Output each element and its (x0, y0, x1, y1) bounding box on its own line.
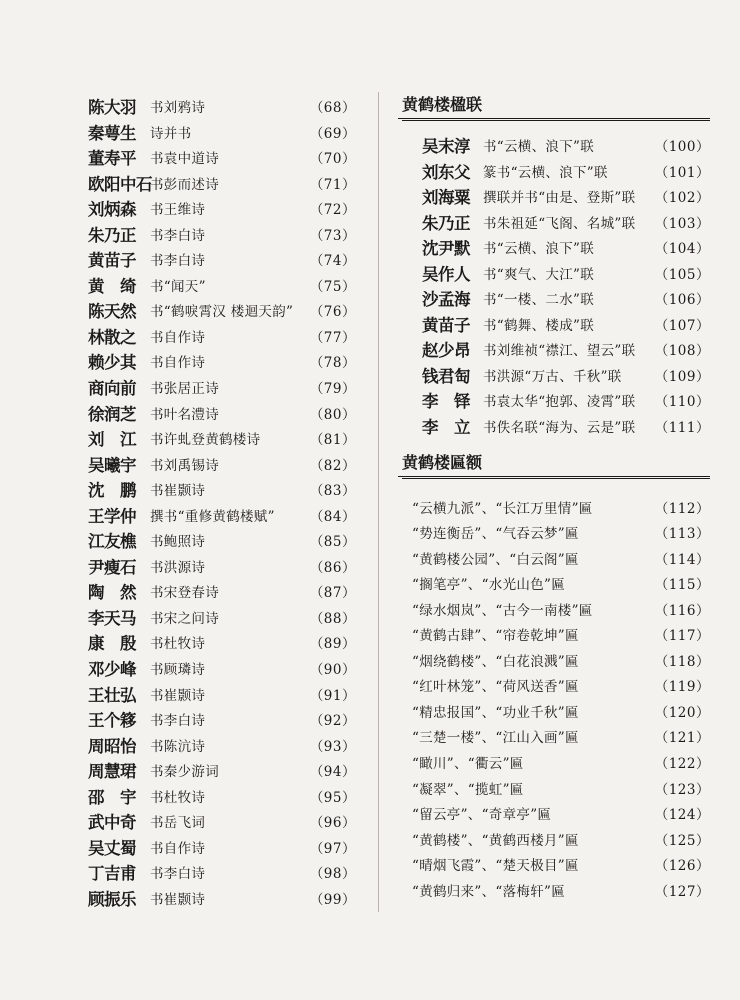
entry-page-number: （94） (309, 764, 356, 781)
entry-page-number: （76） (309, 304, 356, 321)
entry-title: 书许虬登黄鹤楼诗 (150, 432, 261, 449)
entry-page-number: （126） (654, 858, 710, 875)
entry-page-number: （99） (309, 891, 356, 908)
toc-entry (88, 271, 356, 297)
entry-author: 朱乃正 (422, 213, 470, 233)
toc-entry (88, 296, 356, 322)
entry-title: 书李白诗 (150, 253, 206, 270)
toc-entry (398, 412, 710, 438)
entry-author: 欧阳中石 (88, 174, 152, 194)
toc-entry (88, 884, 356, 910)
entry-page-number: （87） (309, 585, 356, 602)
entry-page-number: （90） (309, 662, 356, 679)
entry-page-number: （103） (654, 215, 710, 232)
entry-page-number: （86） (309, 559, 356, 576)
entry-title: 书陈沆诗 (150, 738, 206, 755)
entry-title: “黄鹤楼”、“黄鹤西楼月”匾 (412, 832, 579, 849)
toc-entry (398, 569, 710, 595)
entry-title: 书刘鸦诗 (150, 100, 206, 116)
toc-entry (88, 143, 356, 169)
entry-page-number: （125） (654, 832, 710, 849)
toc-entry (398, 310, 710, 336)
entry-page-number: （78） (309, 355, 356, 372)
entry-author: 赖少其 (88, 353, 136, 373)
entry-page-number: （112） (654, 500, 710, 517)
entry-page-number: （72） (309, 202, 356, 219)
entry-author: 秦萼生 (88, 123, 136, 143)
entry-page-number: （108） (654, 343, 710, 360)
toc-entry (398, 799, 710, 825)
entry-author: 黄 绮 (88, 276, 136, 296)
entry-page-number: （116） (654, 602, 710, 619)
entry-title: “黄鹤楼公园”、“白云阁”匾 (412, 551, 579, 568)
entry-title: 书秦少游词 (150, 764, 219, 781)
toc-entry (88, 450, 356, 476)
entry-title: 书“云横、浪下”联 (483, 241, 595, 258)
toc-entry (88, 526, 356, 552)
entry-page-number: （71） (309, 176, 356, 193)
entry-author: 商向前 (88, 379, 136, 399)
toc-entry (88, 475, 356, 501)
entry-page-number: （119） (654, 679, 710, 696)
toc-entry (398, 544, 710, 570)
entry-page-number: （68） (309, 100, 356, 116)
toc-entry (398, 697, 710, 723)
entry-author: 李天马 (88, 608, 136, 628)
entry-author: 吴曦宇 (88, 455, 136, 475)
entry-title: 书李白诗 (150, 866, 206, 883)
toc-entry (88, 782, 356, 808)
entry-page-number: （105） (654, 266, 710, 283)
toc-entry (88, 347, 356, 373)
entry-author: 赵少昂 (422, 341, 470, 361)
toc-entry (398, 284, 710, 310)
entry-page-number: （93） (309, 738, 356, 755)
toc-entry (398, 876, 710, 902)
toc-entry (88, 399, 356, 425)
toc-entry (398, 595, 710, 621)
entry-page-number: （74） (309, 253, 356, 270)
entry-title: 书岳飞词 (150, 815, 206, 832)
toc-entry (398, 259, 710, 285)
entry-title: “凝翠”、“揽虹”匾 (412, 781, 524, 798)
toc-entry (398, 825, 710, 851)
entry-author: 沙孟海 (422, 290, 470, 310)
entry-title: 书洪源诗 (150, 559, 206, 576)
entry-author: 顾振乐 (88, 889, 136, 909)
entry-page-number: （121） (654, 730, 710, 747)
entry-title: 诗并书 (150, 125, 192, 142)
entry-title: 书“闻天” (150, 278, 206, 295)
entry-page-number: （96） (309, 815, 356, 832)
toc-entry (398, 850, 710, 876)
entry-page-number: （92） (309, 713, 356, 730)
toc-entry (398, 386, 710, 412)
right-toc-column (398, 92, 710, 901)
entry-author: 周慧珺 (88, 762, 136, 782)
entry-page-number: （81） (309, 432, 356, 449)
entry-title: 书袁中道诗 (150, 151, 219, 168)
entry-page-number: （118） (654, 653, 710, 670)
toc-entry (88, 603, 356, 629)
entry-author: 沈 鹏 (88, 481, 136, 501)
entry-title: “烟绕鹤楼”、“白花浪溅”匾 (412, 653, 579, 670)
entry-author: 钱君匋 (422, 366, 470, 386)
entry-title: 书“鹤舞、楼成”联 (483, 317, 595, 334)
left-toc-column (88, 92, 356, 910)
entry-title: “留云亭”、“奇章亭”匾 (412, 807, 552, 824)
toc-entry (398, 646, 710, 672)
toc-entry (88, 680, 356, 706)
entry-title: 书自作诗 (150, 355, 206, 372)
toc-entry (398, 208, 710, 234)
entry-title: “精忠报国”、“功业千秋”匾 (412, 704, 579, 721)
toc-entry (398, 748, 710, 774)
entry-title: “绿水烟岚”、“古今一南楼”匾 (412, 602, 593, 619)
entry-page-number: （73） (309, 227, 356, 244)
entry-title: 书李白诗 (150, 713, 206, 730)
entry-page-number: （95） (309, 789, 356, 806)
entry-page-number: （124） (654, 807, 710, 824)
entry-title: 书叶名澧诗 (150, 406, 219, 423)
plaques-section-title: 黄鹤楼匾额 (398, 450, 710, 477)
entry-page-number: （107） (654, 317, 710, 334)
entry-page-number: （123） (654, 781, 710, 798)
entry-page-number: （89） (309, 636, 356, 653)
entry-page-number: （97） (309, 840, 356, 857)
entry-author: 陈大羽 (88, 98, 136, 117)
toc-entry (88, 756, 356, 782)
entry-author: 刘海粟 (422, 188, 470, 208)
entry-page-number: （98） (309, 866, 356, 883)
entry-title: “势连衡岳”、“气吞云梦”匾 (412, 526, 579, 543)
entry-page-number: （100） (654, 139, 710, 155)
toc-entry (88, 552, 356, 578)
entry-author: 江友樵 (88, 532, 136, 552)
entry-page-number: （115） (654, 577, 710, 594)
toc-entry (398, 774, 710, 800)
entry-author: 周昭怡 (88, 736, 136, 756)
entry-page-number: （79） (309, 381, 356, 398)
couplets-list (398, 131, 710, 438)
entry-author: 刘炳森 (88, 200, 136, 220)
toc-entry (88, 858, 356, 884)
entry-author: 王个簃 (88, 711, 136, 731)
entry-page-number: （122） (654, 756, 710, 773)
entry-author: 陶 然 (88, 583, 136, 603)
toc-entry (88, 373, 356, 399)
entry-page-number: （69） (309, 125, 356, 142)
entry-page-number: （88） (309, 610, 356, 627)
entry-title: 撰书“重修黄鹤楼赋” (150, 508, 275, 525)
couplets-section-title: 黄鹤楼楹联 (398, 92, 710, 119)
entry-title: 书袁太华“抱郭、凌霄”联 (483, 394, 636, 411)
entry-page-number: （109） (654, 368, 710, 385)
entry-title: “云横九派”、“长江万里情”匾 (412, 500, 593, 517)
entry-title: 书李白诗 (150, 227, 206, 244)
entry-title: “三楚一楼”、“江山入画”匾 (412, 730, 579, 747)
entry-page-number: （83） (309, 483, 356, 500)
entry-author: 王学仲 (88, 506, 136, 526)
entry-author: 王壮弘 (88, 685, 136, 705)
entry-author: 李 铎 (422, 392, 470, 412)
entry-title: 书宋登春诗 (150, 585, 219, 602)
toc-entry (398, 131, 710, 157)
toc-entry (88, 245, 356, 271)
toc-entry (88, 322, 356, 348)
entry-page-number: （117） (654, 628, 710, 645)
entry-page-number: （104） (654, 241, 710, 258)
entry-title: 书崔颢诗 (150, 687, 206, 704)
toc-entry (88, 501, 356, 527)
toc-entry (88, 654, 356, 680)
toc-entry (88, 424, 356, 450)
toc-entry (398, 671, 710, 697)
entry-title: 书“鹤唳霄汉 楼迴天韵” (150, 304, 294, 321)
toc-entry (398, 518, 710, 544)
entry-page-number: （106） (654, 292, 710, 309)
toc-entry (88, 731, 356, 757)
entry-title: 书刘维祯“襟江、望云”联 (483, 343, 636, 360)
toc-entry (88, 194, 356, 220)
entry-page-number: （127） (654, 883, 710, 900)
entry-title: 书张居正诗 (150, 381, 219, 398)
entry-author: 刘东父 (422, 162, 470, 182)
toc-entry (398, 233, 710, 259)
entry-author: 邵 宇 (88, 787, 136, 807)
entry-title: 书“爽气、大江”联 (483, 266, 595, 283)
entry-title: “瞰川”、“衢云”匾 (412, 756, 524, 773)
entry-page-number: （102） (654, 190, 710, 207)
entry-title: “黄鹤古肆”、“帘卷乾坤”匾 (412, 628, 579, 645)
entry-page-number: （114） (654, 551, 710, 568)
entry-author: 吴末淳 (422, 137, 470, 156)
entry-author: 徐润芝 (88, 404, 136, 424)
entry-page-number: （120） (654, 704, 710, 721)
entry-title: 篆书“云横、浪下”联 (483, 164, 608, 181)
entry-page-number: （85） (309, 534, 356, 551)
entry-page-number: （101） (654, 164, 710, 181)
toc-entry (398, 620, 710, 646)
entry-title: 书自作诗 (150, 840, 206, 857)
toc-entry (398, 722, 710, 748)
entry-title: 书彭而述诗 (150, 176, 219, 193)
entry-title: “黄鹤归来”、“落梅轩”匾 (412, 883, 566, 900)
entry-author: 董寿平 (88, 149, 136, 169)
entry-author: 康 殷 (88, 634, 136, 654)
toc-entry (88, 169, 356, 195)
entry-title: “晴烟飞霞”、“楚天极目”匾 (412, 858, 579, 875)
entry-author: 林散之 (88, 327, 136, 347)
toc-entry (398, 182, 710, 208)
entry-title: 书自作诗 (150, 329, 206, 346)
toc-entry (398, 361, 710, 387)
entry-page-number: （91） (309, 687, 356, 704)
toc-entry (88, 628, 356, 654)
entry-title: 书宋之问诗 (150, 610, 219, 627)
entry-title: 书“云横、浪下”联 (483, 139, 595, 155)
toc-entry (88, 220, 356, 246)
entry-title: 书杜牧诗 (150, 636, 206, 653)
entry-author: 李 立 (422, 418, 470, 438)
entry-author: 吴作人 (422, 264, 470, 284)
entry-author: 朱乃正 (88, 225, 136, 245)
entry-title: 书朱祖延“飞阁、名城”联 (483, 215, 636, 232)
entry-title: 书崔颢诗 (150, 483, 206, 500)
entry-title: 撰联并书“由是、登斯”联 (483, 190, 636, 207)
entry-title: 书顾璘诗 (150, 662, 206, 679)
entry-author: 尹瘦石 (88, 557, 136, 577)
entry-page-number: （84） (309, 508, 356, 525)
column-divider (378, 92, 379, 912)
entry-title: 书王维诗 (150, 202, 206, 219)
toc-entry (88, 833, 356, 859)
entry-author: 刘 江 (88, 430, 136, 450)
toc-entry (398, 157, 710, 183)
entry-title: 书洪源“万古、千秋”联 (483, 368, 622, 385)
entry-page-number: （113） (654, 526, 710, 543)
toc-entry (88, 92, 356, 118)
entry-title: 书刘禹锡诗 (150, 457, 219, 474)
entry-page-number: （70） (309, 151, 356, 168)
entry-page-number: （80） (309, 406, 356, 423)
entry-title: “搁笔亭”、“水光山色”匾 (412, 577, 566, 594)
entry-author: 邓少峰 (88, 660, 136, 680)
entry-title: 书佚名联“海为、云是”联 (483, 420, 636, 437)
toc-entry (88, 118, 356, 144)
entry-author: 吴丈蜀 (88, 838, 136, 858)
entry-page-number: （111） (654, 420, 710, 437)
entry-title: “红叶林笼”、“荷风送香”匾 (412, 679, 579, 696)
toc-entry (88, 705, 356, 731)
entry-page-number: （75） (309, 278, 356, 295)
toc-entry (88, 577, 356, 603)
entry-author: 沈尹默 (422, 239, 470, 259)
entry-title: 书崔颢诗 (150, 891, 206, 908)
toc-entry (398, 493, 710, 519)
entry-page-number: （77） (309, 329, 356, 346)
entry-author: 陈天然 (88, 302, 136, 322)
entry-title: 书杜牧诗 (150, 789, 206, 806)
entry-title: 书“一楼、二水”联 (483, 292, 595, 309)
entry-author: 武中奇 (88, 813, 136, 833)
entry-page-number: （82） (309, 457, 356, 474)
toc-entry (398, 335, 710, 361)
entry-author: 丁吉甫 (88, 864, 136, 884)
toc-entry (88, 807, 356, 833)
plaques-list (398, 493, 710, 902)
entry-title: 书鲍照诗 (150, 534, 206, 551)
entry-author: 黄苗子 (88, 251, 136, 271)
entry-author: 黄苗子 (422, 315, 470, 335)
entry-page-number: （110） (654, 394, 710, 411)
